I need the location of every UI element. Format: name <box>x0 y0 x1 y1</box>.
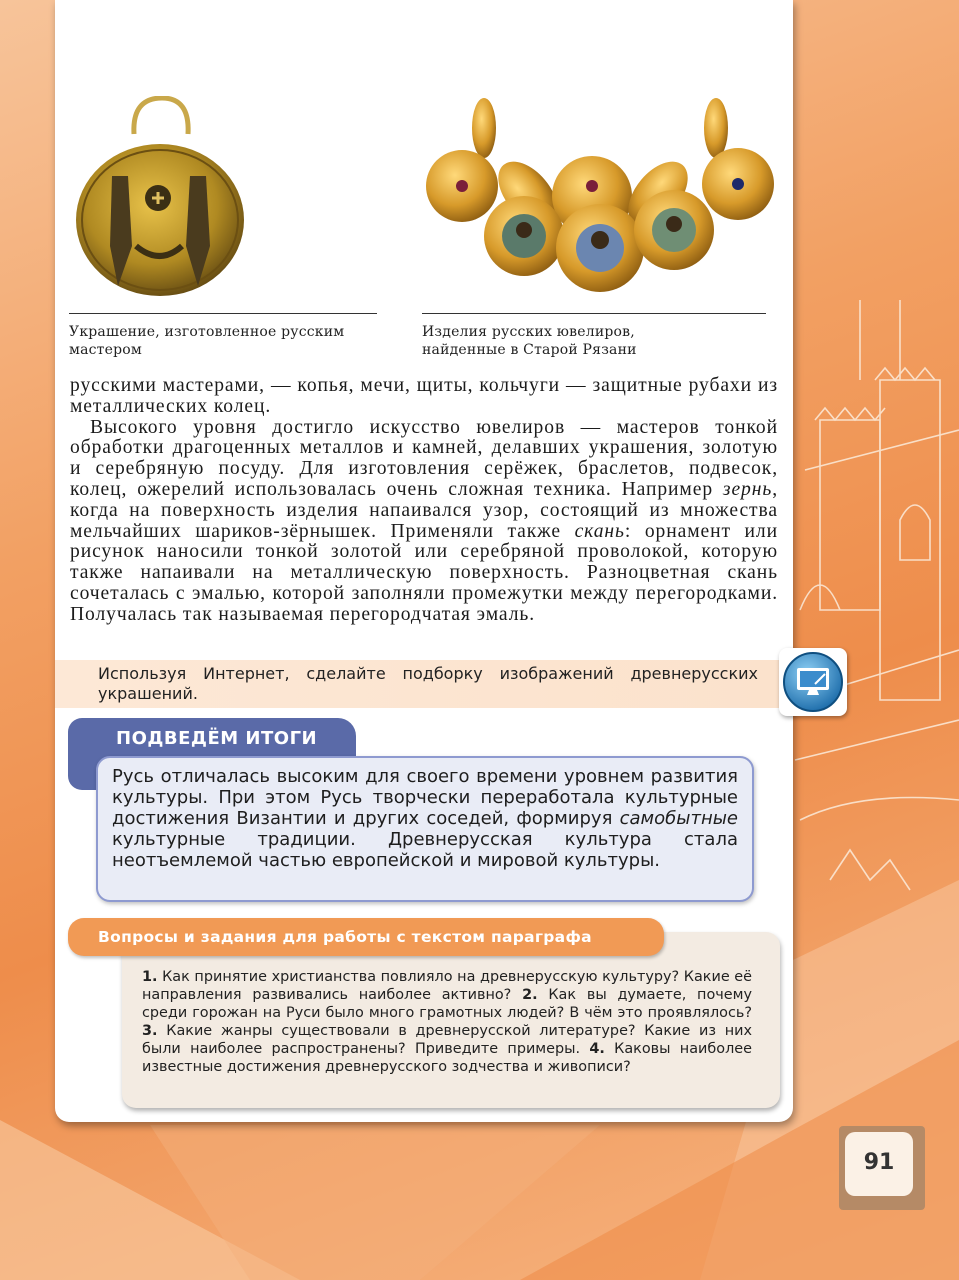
page-number: 91 <box>863 1150 895 1175</box>
term-zern: зернь <box>722 478 773 500</box>
paragraph: Высокого уровня достигло искусство ювелиров — мастеров тонкой обработки драгоценных металлов и камней, делавших украшения, золотую и серебряную посуду. Для изготовления серёжек, браслетов, подвесок, колец, ожерелий использовалась очень сложная техника. Например зернь, когда на поверхность изделия напаивался узор, состоящий из множества мельчайших шариков-зёрнышек. Применяли также скань: орнамент или рисунок наносили тонкой золотой или серебряной проволокой, которую также напаивали на металлическую поверхность. Разноцветная скань сочеталась с эмалью, которой заполняли промежутки между перегородками. Получалась так называемая перегородчатая эмаль. <box>70 416 778 625</box>
term-samobytnye: самобытные <box>619 808 738 829</box>
main-text <box>70 376 778 626</box>
internet-task: Используя Интернет, сделайте подборку изображений древнерусских украшений. <box>98 664 758 703</box>
question-text: Как принятие христианства повлияло на древнерусскую культуру? Какие её направления развивались наиболее активно? <box>142 969 752 1003</box>
paragraph: русскими мастерами, — копья, мечи, щиты, кольчуги — защитные рубахи из металлических колец. <box>70 375 778 417</box>
caption-rule <box>422 313 766 314</box>
necklace-image <box>418 98 782 298</box>
question-number: 3. <box>142 1023 158 1039</box>
computer-icon-box <box>779 648 847 716</box>
question-text: Каковы наиболее известные достижения древнерусского зодчества и живописи? <box>142 1041 752 1075</box>
summary-text: Русь отличалась высоким для своего времени уровнем развития культуры. При этом Русь творчески переработала культурные достижения Византии и других соседей, формируя самобытные культурные традиции. Древнерусская культура стала неотъемлемой частью европейской и мировой культуры. <box>112 766 738 871</box>
question-number: 1. <box>142 969 158 985</box>
question-text: Как вы думаете, почему среди горожан на Руси было много грамотных людей? В чём это проявлялось? <box>142 987 752 1021</box>
necklace-caption: Изделия русских ювелиров, найденные в Старой Рязани <box>422 324 637 358</box>
questions-title: Вопросы и задания для работы с текстом параграфа <box>98 928 592 946</box>
question-number: 4. <box>589 1041 605 1057</box>
pendant-caption: Украшение, изготовленное русским мастером <box>69 324 345 358</box>
caption-rule <box>69 313 377 314</box>
term-skan: скань <box>574 520 625 542</box>
pendant-image <box>72 96 252 296</box>
question-number: 2. <box>522 987 538 1003</box>
computer-icon <box>779 648 847 716</box>
questions-list <box>142 968 752 1076</box>
question-text: Какие жанры существовали в древнерусской литературе? Какие из них были наиболее распространены? Приведите примеры. <box>142 1023 752 1057</box>
summary-title: ПОДВЕДЁМ ИТОГИ <box>116 728 318 749</box>
